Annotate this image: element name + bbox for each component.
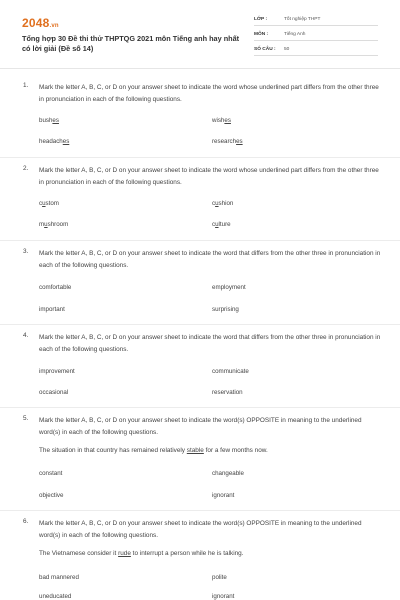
question-sentence bbox=[39, 550, 381, 557]
option-text: c bbox=[39, 200, 43, 207]
sentence-underlined: stable bbox=[186, 447, 204, 454]
option-1c[interactable] bbox=[39, 138, 69, 145]
option-1b[interactable] bbox=[212, 117, 231, 124]
question-number: 2. bbox=[23, 165, 29, 172]
meta-subject bbox=[254, 29, 378, 41]
option-underlined: es bbox=[224, 117, 231, 124]
option-1d[interactable] bbox=[212, 138, 243, 145]
option-6b[interactable] bbox=[212, 574, 227, 581]
question-divider bbox=[0, 157, 400, 158]
option-text: headach bbox=[39, 138, 63, 145]
option-underlined: u bbox=[44, 221, 48, 228]
question-divider bbox=[0, 324, 400, 325]
option-text: c bbox=[212, 200, 216, 207]
option-text: m bbox=[39, 221, 45, 228]
option-text: surprising bbox=[212, 306, 239, 313]
option-3b[interactable] bbox=[212, 284, 246, 291]
option-text: objective bbox=[39, 492, 64, 499]
sentence-underlined: rude bbox=[118, 550, 131, 557]
option-text: changeable bbox=[212, 470, 244, 477]
sentence-text: The situation in that country has remained relatively bbox=[39, 447, 187, 454]
option-6d[interactable] bbox=[212, 593, 234, 600]
question-text: Mark the letter A, B, C, or D on your answer sheet to indicate the word whose underlined part differs from the other three in pronunciation in each of the following questions. bbox=[39, 167, 379, 186]
option-underlined: u bbox=[42, 200, 46, 207]
option-underlined: es bbox=[236, 138, 243, 145]
option-underlined: u bbox=[215, 221, 219, 228]
sentence-text-end: for a few months now. bbox=[203, 447, 268, 454]
meta-class-value: Tốt nghiệp THPT bbox=[284, 17, 321, 22]
logo-suffix: .vn bbox=[49, 23, 59, 29]
option-2b[interactable] bbox=[212, 200, 233, 207]
option-4b[interactable] bbox=[212, 368, 249, 375]
option-2a[interactable] bbox=[39, 200, 59, 207]
meta-subject-value: Tiếng Anh bbox=[284, 32, 306, 37]
option-4d[interactable] bbox=[212, 389, 243, 396]
header-divider bbox=[0, 68, 400, 69]
option-underlined: u bbox=[215, 200, 219, 207]
option-underlined: es bbox=[62, 138, 70, 145]
meta-count-value: 50 bbox=[284, 47, 290, 52]
logo-text: 2048 bbox=[22, 16, 50, 30]
option-text-end: shroom bbox=[47, 221, 69, 228]
question-divider bbox=[0, 510, 400, 511]
meta-subject-label: MÔN : bbox=[254, 32, 269, 37]
option-text: bad mannered bbox=[39, 574, 79, 581]
document-title: Tổng hợp 30 Đề thi thử THPTQG 2021 môn Tiếng anh hay nhất có lời giải (Đề số 14) bbox=[22, 34, 240, 53]
question-divider bbox=[0, 407, 400, 408]
meta-class bbox=[254, 14, 378, 26]
question-number: 4. bbox=[23, 332, 29, 339]
option-text: reservation bbox=[212, 389, 243, 396]
option-5c[interactable] bbox=[39, 492, 63, 499]
option-text: c bbox=[212, 221, 216, 228]
question-text: Mark the letter A, B, C, or D on your answer sheet to indicate the word(s) OPPOSITE in meaning to the underlined word(s) in each of the following questions. bbox=[39, 520, 362, 539]
option-text-end: stom bbox=[45, 200, 59, 207]
question-number: 3. bbox=[23, 248, 29, 255]
question-number: 1. bbox=[23, 82, 29, 89]
option-text: uneducated bbox=[39, 593, 72, 600]
option-text: comfortable bbox=[39, 284, 72, 291]
option-2c[interactable] bbox=[39, 221, 68, 228]
meta-count-label: SỐ CÂU : bbox=[254, 47, 276, 52]
option-text: bush bbox=[39, 117, 53, 124]
option-text: employment bbox=[212, 284, 246, 291]
meta-count bbox=[254, 44, 378, 56]
option-2d[interactable] bbox=[212, 221, 231, 228]
question-text: Mark the letter A, B, C, or D on your answer sheet to indicate the word whose underlined part differs from the other three in pronunciation in each of the following questions. bbox=[39, 84, 379, 103]
question-number: 5. bbox=[23, 415, 29, 422]
sentence-text: The Vietnamese consider it bbox=[39, 550, 119, 557]
option-text: ignorant bbox=[212, 492, 235, 499]
option-1a[interactable] bbox=[39, 117, 59, 124]
page-header bbox=[0, 0, 400, 66]
option-text: ignorant bbox=[212, 593, 235, 600]
option-text: polite bbox=[212, 574, 227, 581]
option-5b[interactable] bbox=[212, 470, 244, 477]
option-text-end: lture bbox=[218, 221, 231, 228]
question-text: Mark the letter A, B, C, or D on your answer sheet to indicate the word that differs from the other three in pronunciation in each of the following questions. bbox=[39, 334, 381, 353]
option-text-end: shion bbox=[218, 200, 234, 207]
option-4a[interactable] bbox=[39, 368, 75, 375]
option-text: research bbox=[212, 138, 237, 145]
option-6c[interactable] bbox=[39, 593, 71, 600]
option-3c[interactable] bbox=[39, 306, 65, 313]
question-sentence bbox=[39, 447, 381, 454]
option-5d[interactable] bbox=[212, 492, 234, 499]
option-text: constant bbox=[39, 470, 63, 477]
question-text: Mark the letter A, B, C, or D on your answer sheet to indicate the word(s) OPPOSITE in meaning to the underlined word(s) in each of the following questions. bbox=[39, 417, 362, 436]
option-4c[interactable] bbox=[39, 389, 68, 396]
question-divider bbox=[0, 240, 400, 241]
option-3a[interactable] bbox=[39, 284, 71, 291]
option-text: communicate bbox=[212, 368, 249, 375]
sentence-text-end: to interrupt a person while he is talking. bbox=[130, 550, 244, 557]
site-logo[interactable] bbox=[22, 16, 59, 30]
option-text: occasional bbox=[39, 389, 69, 396]
option-3d[interactable] bbox=[212, 306, 239, 313]
option-5a[interactable] bbox=[39, 470, 62, 477]
option-text: important bbox=[39, 306, 65, 313]
meta-class-label: LỚP : bbox=[254, 17, 268, 22]
question-number: 6. bbox=[23, 518, 29, 525]
option-underlined: es bbox=[52, 117, 59, 124]
option-text: wish bbox=[212, 117, 225, 124]
option-text: improvement bbox=[39, 368, 75, 375]
question-text: Mark the letter A, B, C, or D on your answer sheet to indicate the word that differs from the other three in pronunciation in each of the following questions. bbox=[39, 250, 381, 269]
option-6a[interactable] bbox=[39, 574, 79, 581]
